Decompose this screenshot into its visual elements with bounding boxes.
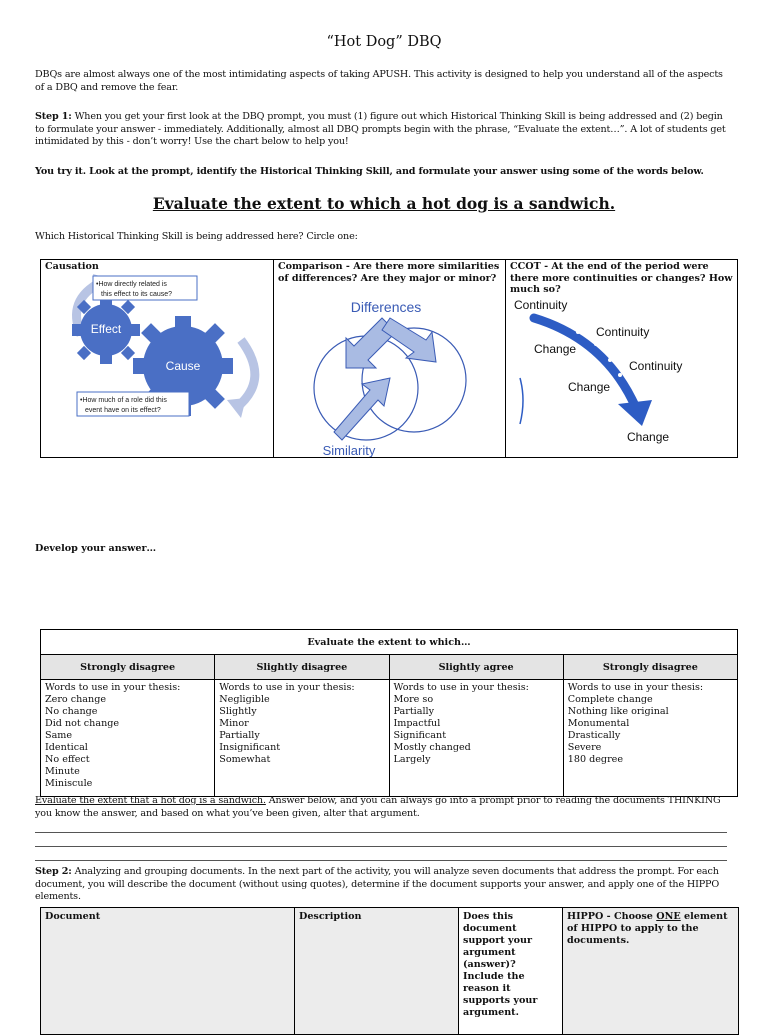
cycle-arrowhead-right	[227, 398, 246, 418]
col-header-strongly-disagree-2: Strongly disagree	[563, 655, 737, 680]
bubble-direct-relation-text: •How directly related is this effect to its cause?	[96, 281, 173, 298]
causation-heading: Causation	[45, 261, 99, 272]
step2-text: Analyzing and grouping documents. In the next part of the activity, you will analyze seven documents that address the prompt. For each document, you will describe the document (without using quotes), determine if the document supports your answer, and apply one of the HIPPO elements.	[35, 866, 720, 902]
which-skill-question: Which Historical Thinking Skill is being addressed here? Circle one:	[35, 231, 358, 242]
docs-col-hippo: HIPPO - Choose ONE element of HIPPO to apply to the documents.	[563, 908, 739, 1035]
continuity-label-2: Continuity	[596, 325, 650, 339]
similarity-label: Similarity	[322, 443, 376, 457]
step1-label: Step 1:	[35, 111, 72, 122]
ccot-dot	[576, 330, 580, 334]
ccot-option[interactable]	[506, 260, 737, 457]
develop-answer-heading: Develop your answer…	[35, 543, 157, 554]
answer-line-1[interactable]	[35, 832, 727, 833]
comparison-option[interactable]	[274, 260, 506, 457]
step1-text: When you get your first look at the DBQ prompt, you must (1) figure out which Historical Thinking Skill is being addressed and (2) begin to formulate your answer - immediately. Additionally, almost all DBQ prompts begin with the phrase, “Evaluate the extent…”. A lot of students get intimidated by this - don’t worry! Use the chart below to help you!	[35, 111, 726, 147]
answer-line-3[interactable]	[35, 860, 727, 861]
intro-paragraph: DBQs are almost always one of the most intimidating aspects of taking APUSH. This activity is designed to help you understand all of the aspects of a DBQ and remove the fear.	[35, 69, 723, 93]
col-header-strongly-disagree: Strongly disagree	[41, 655, 215, 680]
ccot-bracket	[520, 378, 523, 424]
change-label-3: Change	[627, 430, 670, 444]
step2-paragraph	[35, 866, 731, 904]
dbq-prompt: Evaluate the extent to which a hot dog is a sandwich.	[152, 194, 616, 213]
scale-caption: Evaluate the extent to which…	[41, 630, 738, 655]
ccot-dot	[618, 373, 622, 377]
docs-col-description: Description	[295, 908, 459, 1035]
page-title: “Hot Dog” DBQ	[326, 34, 442, 50]
word-list-col-3: Words to use in your thesis: More so Partially Impactful Significant Mostly changed Largely	[389, 680, 563, 797]
continuity-label-1: Continuity	[514, 298, 568, 312]
causation-option[interactable]	[41, 260, 274, 457]
step2-label: Step 2:	[35, 866, 72, 877]
word-list-col-1: Words to use in your thesis: Zero change No change Did not change Same Identical No effect Minute Miniscule	[41, 680, 215, 797]
try-it-instructions: You try it. Look at the prompt, identify the Historical Thinking Skill, and formulate your answer using some of the words below.	[35, 166, 704, 177]
docs-col-document: Document	[41, 908, 295, 1035]
continuity-label-3: Continuity	[629, 359, 683, 373]
answer-prompt-underlined: Evaluate the extent that a hot dog is a sandwich.	[35, 795, 266, 806]
comparison-diagram	[274, 260, 506, 457]
comparison-heading: Comparison - Are there more similarities of differences? Are they major or minor?	[278, 261, 500, 284]
change-label-2: Change	[568, 380, 611, 394]
gear-cause-label: Cause	[165, 359, 201, 373]
col-header-slightly-disagree: Slightly disagree	[215, 655, 389, 680]
bubble-role-text: •How much of a role did this event have on its effect?	[80, 397, 167, 414]
differences-label: Differences	[350, 299, 422, 315]
skills-chart	[40, 259, 738, 458]
gear-effect-label: Effect	[90, 322, 122, 336]
answer-instructions-text: Answer below, and you can always go into a prompt prior to reading the documents THINKING you know the answer, and based on what you’ve been given, alter that argument.	[35, 795, 721, 819]
cycle-arrow-right	[236, 340, 255, 408]
word-list-col-4: Words to use in your thesis: Complete change Nothing like original Monumental Drastically Severe 180 degree	[563, 680, 737, 797]
word-list-col-2: Words to use in your thesis: Negligible Slightly Minor Partially Insignificant Somewhat	[215, 680, 389, 797]
ccot-diagram	[506, 260, 738, 457]
ccot-heading: CCOT - At the end of the period were there more continuities or changes? How much so?	[510, 261, 733, 295]
change-label-1: Change	[534, 342, 577, 356]
thesis-words-table	[40, 629, 738, 797]
ccot-arrowhead-icon	[618, 400, 652, 426]
col-header-slightly-agree: Slightly agree	[389, 655, 563, 680]
docs-col-support: Does this document support your argument (answer)? Include the reason it supports your argument.	[459, 908, 563, 1035]
answer-instructions	[35, 795, 731, 820]
answer-line-2[interactable]	[35, 846, 727, 847]
documents-table	[40, 907, 739, 1035]
ccot-dot	[594, 342, 598, 346]
step1-paragraph	[35, 111, 731, 149]
ccot-dot	[608, 358, 612, 362]
causation-diagram	[41, 260, 274, 457]
